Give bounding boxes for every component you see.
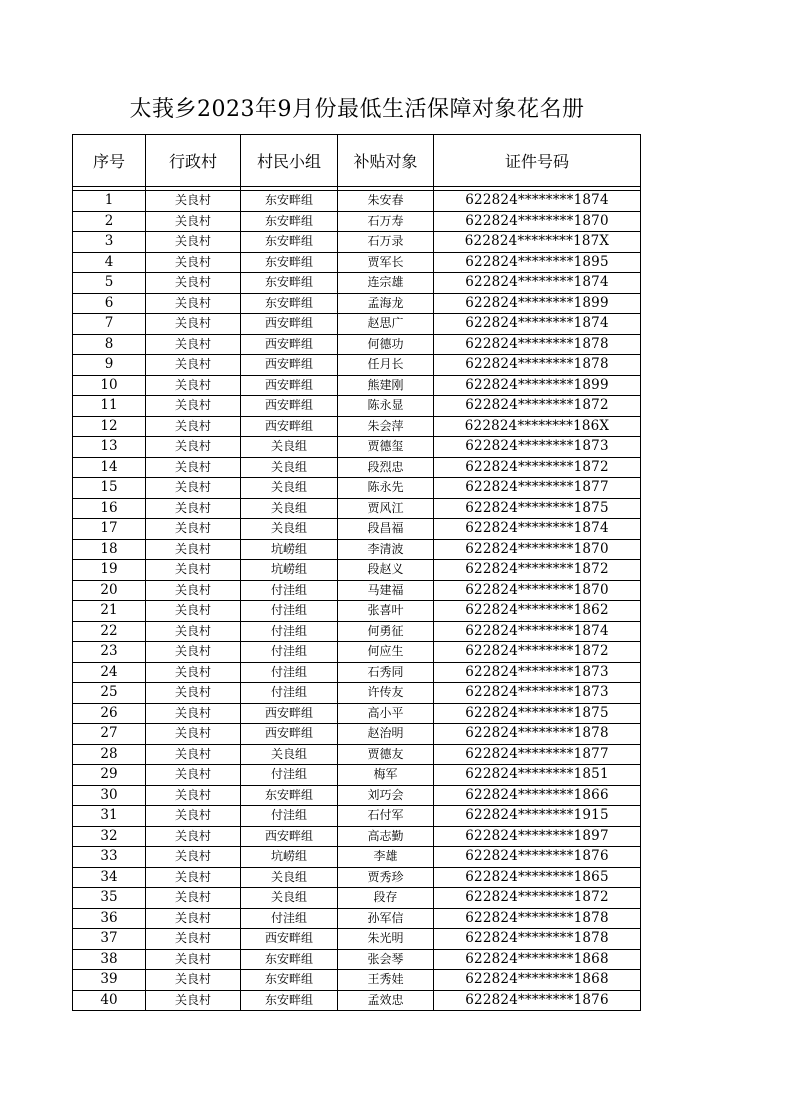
table-row xyxy=(73,560,641,581)
cell-recipient: 陈永显 xyxy=(338,396,434,417)
cell-village: 关良村 xyxy=(146,355,241,376)
cell-recipient: 许传友 xyxy=(338,683,434,704)
cell-id-number: 622824********1899 xyxy=(434,293,641,314)
cell-serial: 23 xyxy=(73,642,146,663)
cell-serial: 39 xyxy=(73,970,146,991)
cell-serial: 20 xyxy=(73,580,146,601)
cell-id-number: 622824********1877 xyxy=(434,744,641,765)
cell-id-number: 622824********1899 xyxy=(434,375,641,396)
cell-id-number: 622824********1870 xyxy=(434,539,641,560)
cell-village: 关良村 xyxy=(146,765,241,786)
cell-id-number: 622824********1866 xyxy=(434,785,641,806)
cell-group: 西安畔组 xyxy=(241,416,338,437)
column-header-serial: 序号 xyxy=(73,135,146,187)
cell-id-number: 622824********1897 xyxy=(434,826,641,847)
cell-id-number: 622824********1878 xyxy=(434,355,641,376)
cell-serial: 9 xyxy=(73,355,146,376)
column-header-recipient: 补贴对象 xyxy=(338,135,434,187)
cell-group: 付洼组 xyxy=(241,601,338,622)
cell-id-number: 622824********1874 xyxy=(434,191,641,212)
cell-group: 关良组 xyxy=(241,744,338,765)
cell-village: 关良村 xyxy=(146,662,241,683)
cell-recipient: 贾德友 xyxy=(338,744,434,765)
cell-recipient: 段昌福 xyxy=(338,519,434,540)
cell-village: 关良村 xyxy=(146,560,241,581)
cell-group: 东安畔组 xyxy=(241,970,338,991)
cell-id-number: 622824********1874 xyxy=(434,314,641,335)
cell-serial: 1 xyxy=(73,191,146,212)
cell-id-number: 622824********1872 xyxy=(434,642,641,663)
cell-recipient: 段赵义 xyxy=(338,560,434,581)
cell-recipient: 高志勤 xyxy=(338,826,434,847)
cell-recipient: 贾风江 xyxy=(338,498,434,519)
cell-serial: 21 xyxy=(73,601,146,622)
cell-id-number: 622824********1872 xyxy=(434,396,641,417)
cell-group: 西安畔组 xyxy=(241,929,338,950)
cell-village: 关良村 xyxy=(146,191,241,212)
table-row xyxy=(73,252,641,273)
cell-serial: 34 xyxy=(73,867,146,888)
table-body xyxy=(73,187,641,1011)
column-header-group: 村民小组 xyxy=(241,135,338,187)
cell-id-number: 622824********1875 xyxy=(434,498,641,519)
table-row xyxy=(73,355,641,376)
table-row xyxy=(73,908,641,929)
cell-group: 东安畔组 xyxy=(241,293,338,314)
cell-group: 关良组 xyxy=(241,478,338,499)
cell-group: 西安畔组 xyxy=(241,724,338,745)
cell-serial: 17 xyxy=(73,519,146,540)
table-row xyxy=(73,539,641,560)
cell-id-number: 622824********1868 xyxy=(434,949,641,970)
table-row xyxy=(73,847,641,868)
cell-group: 西安畔组 xyxy=(241,826,338,847)
cell-recipient: 朱安春 xyxy=(338,191,434,212)
cell-recipient: 张喜叶 xyxy=(338,601,434,622)
cell-recipient: 刘巧会 xyxy=(338,785,434,806)
table-row xyxy=(73,375,641,396)
cell-recipient: 段存 xyxy=(338,888,434,909)
table-header xyxy=(73,135,641,187)
cell-group: 西安畔组 xyxy=(241,355,338,376)
cell-id-number: 622824********1868 xyxy=(434,970,641,991)
cell-group: 付洼组 xyxy=(241,908,338,929)
cell-village: 关良村 xyxy=(146,314,241,335)
cell-group: 付洼组 xyxy=(241,806,338,827)
cell-serial: 22 xyxy=(73,621,146,642)
table-row xyxy=(73,191,641,212)
table-row xyxy=(73,949,641,970)
page-title: 太莪乡2023年9月份最低生活保障对象花名册 xyxy=(129,97,585,122)
cell-serial: 12 xyxy=(73,416,146,437)
cell-id-number: 622824********187X xyxy=(434,232,641,253)
cell-recipient: 陈永先 xyxy=(338,478,434,499)
cell-id-number: 622824********1878 xyxy=(434,334,641,355)
cell-village: 关良村 xyxy=(146,785,241,806)
cell-serial: 13 xyxy=(73,437,146,458)
table-row xyxy=(73,929,641,950)
cell-serial: 27 xyxy=(73,724,146,745)
cell-serial: 33 xyxy=(73,847,146,868)
cell-id-number: 622824********1874 xyxy=(434,519,641,540)
cell-group: 西安畔组 xyxy=(241,396,338,417)
cell-village: 关良村 xyxy=(146,724,241,745)
table-row xyxy=(73,621,641,642)
cell-id-number: 622824********1870 xyxy=(434,580,641,601)
cell-id-number: 622824********1878 xyxy=(434,908,641,929)
cell-village: 关良村 xyxy=(146,847,241,868)
cell-recipient: 石万寿 xyxy=(338,211,434,232)
cell-serial: 7 xyxy=(73,314,146,335)
cell-recipient: 孙军信 xyxy=(338,908,434,929)
table-row xyxy=(73,867,641,888)
table-row xyxy=(73,293,641,314)
cell-serial: 30 xyxy=(73,785,146,806)
cell-group: 付洼组 xyxy=(241,642,338,663)
cell-recipient: 何应生 xyxy=(338,642,434,663)
table-row xyxy=(73,580,641,601)
cell-village: 关良村 xyxy=(146,806,241,827)
table-row xyxy=(73,416,641,437)
cell-recipient: 何德功 xyxy=(338,334,434,355)
cell-village: 关良村 xyxy=(146,929,241,950)
cell-group: 东安畔组 xyxy=(241,990,338,1011)
cell-group: 付洼组 xyxy=(241,580,338,601)
table-row xyxy=(73,785,641,806)
cell-group: 付洼组 xyxy=(241,683,338,704)
cell-group: 东安畔组 xyxy=(241,211,338,232)
cell-recipient: 李雄 xyxy=(338,847,434,868)
cell-village: 关良村 xyxy=(146,642,241,663)
cell-group: 关良组 xyxy=(241,498,338,519)
cell-serial: 32 xyxy=(73,826,146,847)
table-row xyxy=(73,478,641,499)
cell-id-number: 622824********1862 xyxy=(434,601,641,622)
cell-serial: 24 xyxy=(73,662,146,683)
cell-group: 关良组 xyxy=(241,437,338,458)
cell-serial: 3 xyxy=(73,232,146,253)
cell-group: 东安畔组 xyxy=(241,232,338,253)
cell-recipient: 朱会萍 xyxy=(338,416,434,437)
cell-serial: 36 xyxy=(73,908,146,929)
cell-serial: 16 xyxy=(73,498,146,519)
cell-group: 坑崂组 xyxy=(241,539,338,560)
cell-village: 关良村 xyxy=(146,211,241,232)
table-row xyxy=(73,498,641,519)
table-row xyxy=(73,765,641,786)
cell-recipient: 石万录 xyxy=(338,232,434,253)
cell-recipient: 孟海龙 xyxy=(338,293,434,314)
header-row xyxy=(73,135,641,187)
table-row xyxy=(73,683,641,704)
cell-id-number: 622824********1865 xyxy=(434,867,641,888)
cell-serial: 2 xyxy=(73,211,146,232)
cell-serial: 14 xyxy=(73,457,146,478)
cell-group: 付洼组 xyxy=(241,765,338,786)
cell-recipient: 何勇征 xyxy=(338,621,434,642)
cell-group: 西安畔组 xyxy=(241,703,338,724)
cell-village: 关良村 xyxy=(146,867,241,888)
table-row xyxy=(73,826,641,847)
cell-recipient: 高小平 xyxy=(338,703,434,724)
cell-id-number: 622824********1874 xyxy=(434,273,641,294)
cell-recipient: 赵思广 xyxy=(338,314,434,335)
cell-village: 关良村 xyxy=(146,703,241,724)
cell-id-number: 622824********1873 xyxy=(434,437,641,458)
cell-serial: 28 xyxy=(73,744,146,765)
table-row xyxy=(73,437,641,458)
cell-id-number: 622824********1872 xyxy=(434,560,641,581)
cell-serial: 19 xyxy=(73,560,146,581)
table-row xyxy=(73,396,641,417)
cell-serial: 8 xyxy=(73,334,146,355)
cell-village: 关良村 xyxy=(146,621,241,642)
cell-recipient: 连宗雄 xyxy=(338,273,434,294)
cell-group: 东安畔组 xyxy=(241,785,338,806)
cell-recipient: 王秀娃 xyxy=(338,970,434,991)
table-row xyxy=(73,642,641,663)
table-row xyxy=(73,990,641,1011)
table-row xyxy=(73,519,641,540)
cell-village: 关良村 xyxy=(146,908,241,929)
column-header-id-number: 证件号码 xyxy=(434,135,641,187)
table-row xyxy=(73,211,641,232)
table-row xyxy=(73,662,641,683)
cell-village: 关良村 xyxy=(146,457,241,478)
cell-id-number: 622824********186X xyxy=(434,416,641,437)
cell-village: 关良村 xyxy=(146,744,241,765)
cell-group: 关良组 xyxy=(241,867,338,888)
cell-village: 关良村 xyxy=(146,232,241,253)
cell-village: 关良村 xyxy=(146,252,241,273)
cell-recipient: 石秀同 xyxy=(338,662,434,683)
table-row xyxy=(73,601,641,622)
cell-village: 关良村 xyxy=(146,396,241,417)
cell-village: 关良村 xyxy=(146,437,241,458)
cell-village: 关良村 xyxy=(146,293,241,314)
cell-group: 西安畔组 xyxy=(241,375,338,396)
cell-id-number: 622824********1873 xyxy=(434,683,641,704)
table-row xyxy=(73,457,641,478)
cell-id-number: 622824********1915 xyxy=(434,806,641,827)
cell-serial: 31 xyxy=(73,806,146,827)
cell-group: 东安畔组 xyxy=(241,252,338,273)
cell-village: 关良村 xyxy=(146,334,241,355)
cell-serial: 35 xyxy=(73,888,146,909)
cell-recipient: 赵治明 xyxy=(338,724,434,745)
cell-serial: 38 xyxy=(73,949,146,970)
cell-recipient: 李清波 xyxy=(338,539,434,560)
cell-serial: 6 xyxy=(73,293,146,314)
cell-recipient: 段烈忠 xyxy=(338,457,434,478)
cell-serial: 15 xyxy=(73,478,146,499)
cell-id-number: 622824********1873 xyxy=(434,662,641,683)
cell-id-number: 622824********1870 xyxy=(434,211,641,232)
cell-recipient: 孟效忠 xyxy=(338,990,434,1011)
cell-village: 关良村 xyxy=(146,519,241,540)
column-header-village: 行政村 xyxy=(146,135,241,187)
table-row xyxy=(73,232,641,253)
cell-serial: 37 xyxy=(73,929,146,950)
cell-id-number: 622824********1851 xyxy=(434,765,641,786)
cell-recipient: 贾军长 xyxy=(338,252,434,273)
cell-id-number: 622824********1875 xyxy=(434,703,641,724)
table-row xyxy=(73,334,641,355)
cell-serial: 40 xyxy=(73,990,146,1011)
cell-id-number: 622824********1872 xyxy=(434,457,641,478)
cell-village: 关良村 xyxy=(146,580,241,601)
cell-group: 西安畔组 xyxy=(241,334,338,355)
cell-serial: 11 xyxy=(73,396,146,417)
table-row xyxy=(73,724,641,745)
cell-serial: 25 xyxy=(73,683,146,704)
cell-group: 东安畔组 xyxy=(241,949,338,970)
cell-village: 关良村 xyxy=(146,683,241,704)
cell-recipient: 张会琴 xyxy=(338,949,434,970)
cell-village: 关良村 xyxy=(146,478,241,499)
cell-village: 关良村 xyxy=(146,498,241,519)
cell-id-number: 622824********1876 xyxy=(434,847,641,868)
cell-recipient: 马建福 xyxy=(338,580,434,601)
cell-village: 关良村 xyxy=(146,416,241,437)
cell-id-number: 622824********1872 xyxy=(434,888,641,909)
cell-recipient: 任月长 xyxy=(338,355,434,376)
cell-id-number: 622824********1874 xyxy=(434,621,641,642)
cell-recipient: 梅军 xyxy=(338,765,434,786)
cell-recipient: 贾秀珍 xyxy=(338,867,434,888)
cell-serial: 4 xyxy=(73,252,146,273)
cell-group: 关良组 xyxy=(241,888,338,909)
cell-group: 西安畔组 xyxy=(241,314,338,335)
cell-group: 关良组 xyxy=(241,457,338,478)
cell-serial: 26 xyxy=(73,703,146,724)
table-row xyxy=(73,314,641,335)
cell-village: 关良村 xyxy=(146,273,241,294)
cell-village: 关良村 xyxy=(146,970,241,991)
cell-serial: 5 xyxy=(73,273,146,294)
cell-village: 关良村 xyxy=(146,375,241,396)
cell-serial: 10 xyxy=(73,375,146,396)
cell-group: 坑崂组 xyxy=(241,847,338,868)
cell-group: 东安畔组 xyxy=(241,191,338,212)
cell-group: 关良组 xyxy=(241,519,338,540)
table-row xyxy=(73,806,641,827)
table-row xyxy=(73,703,641,724)
cell-id-number: 622824********1878 xyxy=(434,929,641,950)
cell-village: 关良村 xyxy=(146,990,241,1011)
table-row xyxy=(73,273,641,294)
cell-group: 付洼组 xyxy=(241,621,338,642)
cell-recipient: 石付军 xyxy=(338,806,434,827)
cell-group: 东安畔组 xyxy=(241,273,338,294)
table-row xyxy=(73,888,641,909)
cell-village: 关良村 xyxy=(146,949,241,970)
table-row xyxy=(73,744,641,765)
cell-serial: 29 xyxy=(73,765,146,786)
cell-group: 坑崂组 xyxy=(241,560,338,581)
roster-table xyxy=(72,134,641,1011)
table-row xyxy=(73,970,641,991)
cell-id-number: 622824********1878 xyxy=(434,724,641,745)
cell-village: 关良村 xyxy=(146,888,241,909)
cell-recipient: 熊建刚 xyxy=(338,375,434,396)
cell-group: 付洼组 xyxy=(241,662,338,683)
cell-village: 关良村 xyxy=(146,826,241,847)
cell-village: 关良村 xyxy=(146,601,241,622)
cell-recipient: 贾德玺 xyxy=(338,437,434,458)
cell-recipient: 朱光明 xyxy=(338,929,434,950)
cell-village: 关良村 xyxy=(146,539,241,560)
cell-serial: 18 xyxy=(73,539,146,560)
cell-id-number: 622824********1876 xyxy=(434,990,641,1011)
cell-id-number: 622824********1895 xyxy=(434,252,641,273)
cell-id-number: 622824********1877 xyxy=(434,478,641,499)
